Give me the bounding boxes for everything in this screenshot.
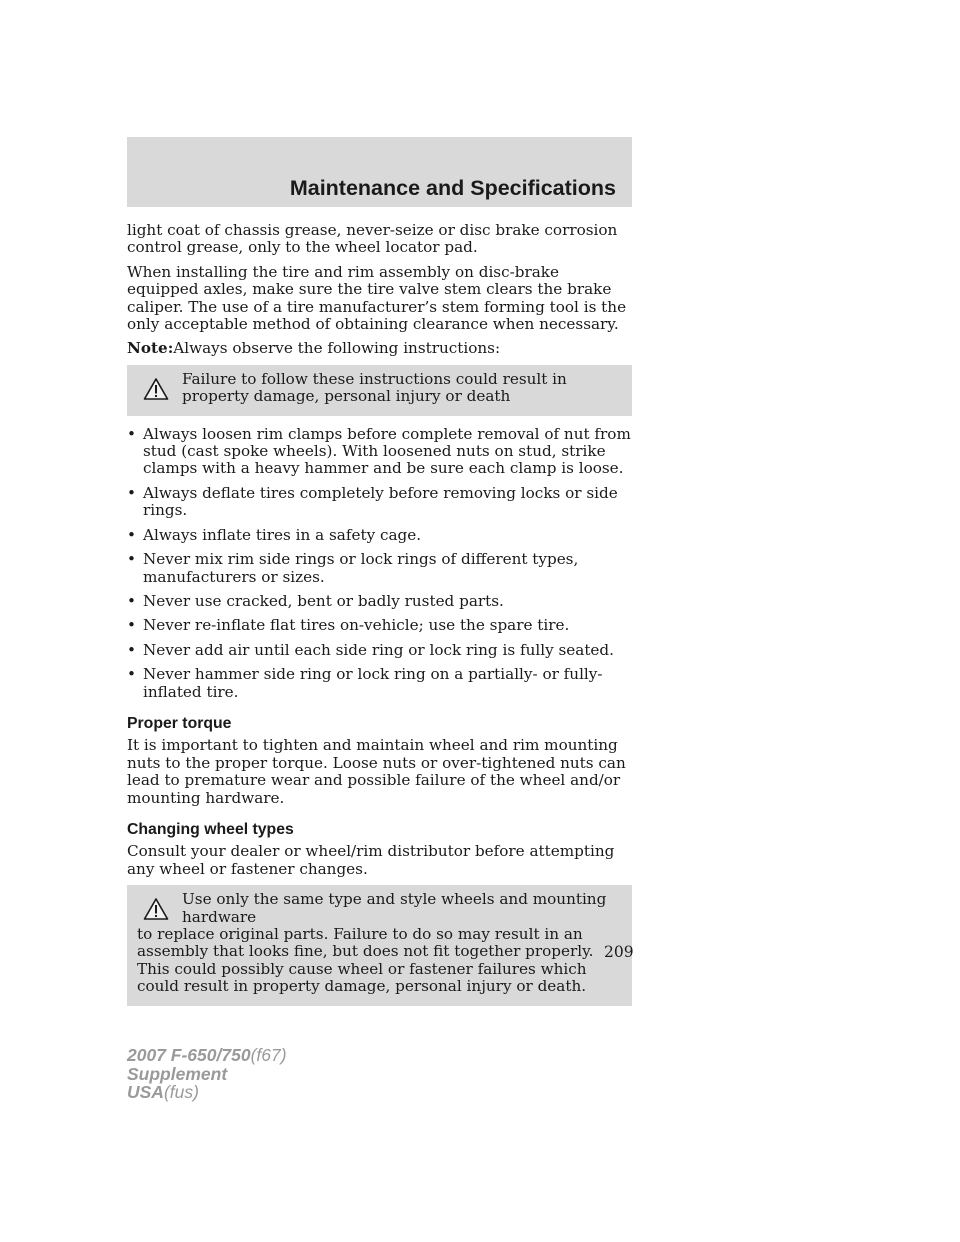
note xyxy=(127,340,632,357)
note-text: Always observe the following instructions: xyxy=(173,339,501,358)
warning-triangle-icon xyxy=(143,897,169,921)
header-band xyxy=(127,137,632,207)
page-content xyxy=(127,222,632,1016)
warning-text: Use only the same type and style wheels and mounting hardware to replace original parts. Failure to do so may result in an assembly that looks fine, but does not fit together properly. This could possibly cause wheel or fastener failures which could result in property damage, personal injury or death. xyxy=(137,890,607,996)
list-item: • Always deflate tires completely before removing locks or side rings. xyxy=(127,483,618,520)
list-item: • Never mix rim side rings or lock rings of different types, manufacturers or sizes. xyxy=(127,550,579,586)
footer-line-region: USA(fus) xyxy=(127,1082,199,1102)
paragraph-proper-torque: It is important to tighten and maintain wheel and rim mounting nuts to the proper torque. Loose nuts or over-tightened nuts can lead to premature wear and possible failure of the wheel and/or mounting hardware. xyxy=(127,736,626,807)
list-item: • Never hammer side ring or lock ring on a partially- or fully-inflated tire. xyxy=(127,665,603,701)
page-title: Maintenance and Specifications xyxy=(289,176,616,200)
instruction-list xyxy=(127,426,632,701)
note-label: Note: xyxy=(127,339,174,358)
warning-triangle-icon xyxy=(143,377,169,401)
bullet-glyph: • xyxy=(127,525,136,544)
paragraph-grease: light coat of chassis grease, never-seize or disc brake corrosion control grease, only to the wheel locator pad. xyxy=(127,221,618,257)
list-item: • Never use cracked, bent or badly rusted parts. xyxy=(127,591,504,610)
list-item: • Never add air until each side ring or lock ring is fully seated. xyxy=(127,640,614,659)
warning-box-wheel-types xyxy=(127,885,632,1005)
footer-line-supplement: Supplement xyxy=(127,1063,228,1084)
bullet-glyph: • xyxy=(127,550,136,569)
bullet-glyph: • xyxy=(127,665,136,684)
document-footer xyxy=(127,1046,287,1102)
list-item: • Never re-inflate flat tires on-vehicle; use the spare tire. xyxy=(127,616,570,635)
heading-changing-wheel-types: Changing wheel types xyxy=(127,820,294,838)
bullet-glyph: • xyxy=(127,424,136,443)
heading-proper-torque: Proper torque xyxy=(127,714,232,732)
list-item: • Always loosen rim clamps before complete removal of nut from stud (cast spoke wheels). With loosened nuts on stud, strike clamps with a heavy hammer and be sure each clamp is loose. xyxy=(127,424,631,478)
list-item: • Always inflate tires in a safety cage. xyxy=(127,525,422,544)
bullet-glyph: • xyxy=(127,616,136,635)
bullet-glyph: • xyxy=(127,640,136,659)
warning-text: Failure to follow these instructions could result in property damage, personal injury or death xyxy=(182,369,567,406)
bullet-glyph: • xyxy=(127,591,136,610)
page-number: 209 xyxy=(604,943,634,961)
bullet-glyph: • xyxy=(127,483,136,502)
paragraph-valve-stem: When installing the tire and rim assembly on disc-brake equipped axles, make sure the tire valve stem clears the brake caliper. The use of a tire manufacturer’s stem forming tool is the only acceptable method of obtaining clearance when necessary. xyxy=(127,262,627,334)
warning-box-instructions xyxy=(127,365,632,416)
paragraph-changing-wheel-types: Consult your dealer or wheel/rim distributor before attempting any wheel or fastener changes. xyxy=(127,842,615,878)
footer-line-model: 2007 F-650/750(f67) xyxy=(127,1045,287,1065)
